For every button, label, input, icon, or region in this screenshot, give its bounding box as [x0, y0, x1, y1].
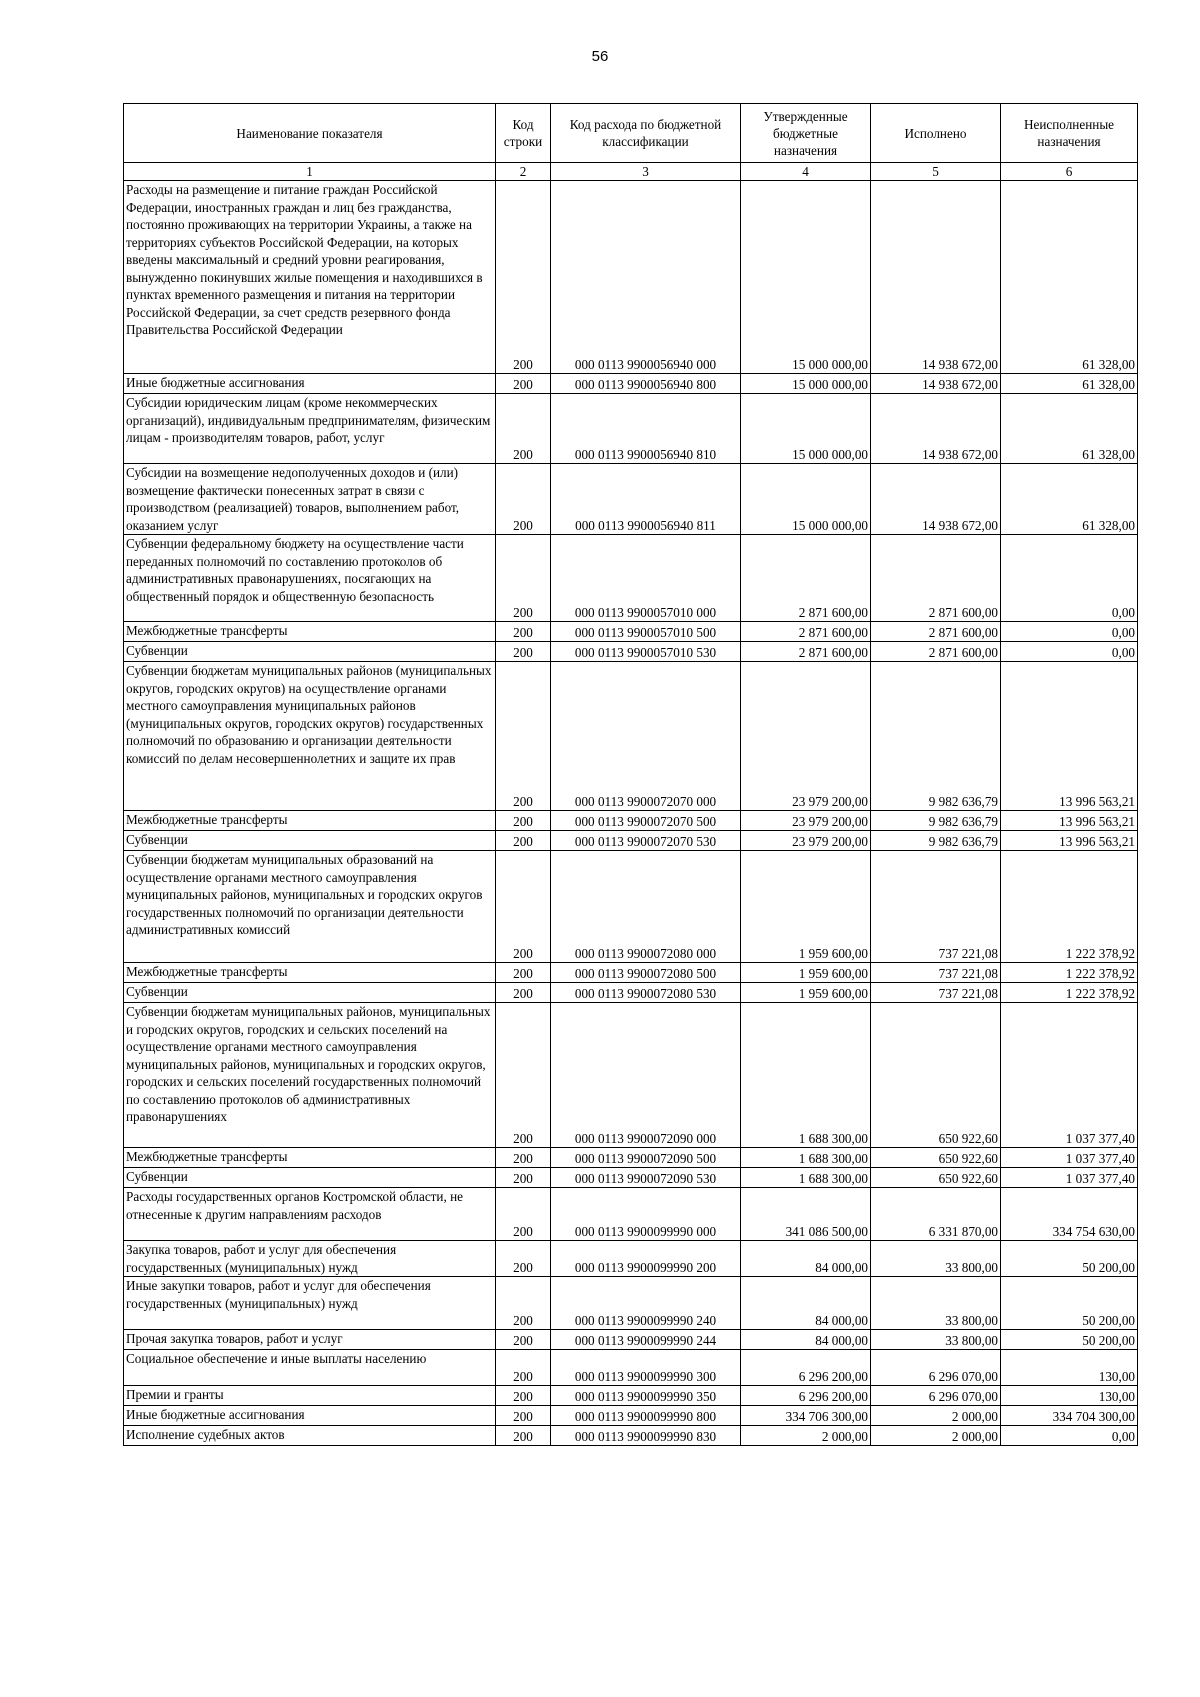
approved-amount-cell: 2 871 600,00 — [741, 535, 871, 622]
approved-amount-cell: 23 979 200,00 — [741, 831, 871, 851]
line-code-cell: 200 — [496, 622, 551, 642]
executed-amount-cell: 650 922,60 — [871, 1003, 1001, 1148]
unexecuted-amount-cell: 0,00 — [1001, 1426, 1138, 1446]
unexecuted-amount-cell: 61 328,00 — [1001, 181, 1138, 374]
approved-amount-cell: 341 086 500,00 — [741, 1188, 871, 1241]
indicator-name-cell: Субвенции — [124, 983, 496, 1003]
table-row — [124, 1277, 1138, 1330]
line-code-cell: 200 — [496, 464, 551, 535]
budget-execution-table — [123, 103, 1138, 1446]
indicator-name-cell: Межбюджетные трансферты — [124, 963, 496, 983]
approved-amount-cell: 15 000 000,00 — [741, 464, 871, 535]
indicator-name-cell: Субсидии юридическим лицам (кроме некоммерческих организаций), индивидуальным предпринимателям, физическим лицам - производителям товаров, работ, услуг — [124, 394, 496, 464]
approved-amount-cell: 2 871 600,00 — [741, 642, 871, 662]
line-code-cell: 200 — [496, 1277, 551, 1330]
budget-code-cell: 000 0113 9900099990 300 — [551, 1350, 741, 1386]
approved-amount-cell: 1 959 600,00 — [741, 963, 871, 983]
executed-amount-cell: 2 000,00 — [871, 1426, 1001, 1446]
unexecuted-amount-cell: 13 996 563,21 — [1001, 662, 1138, 811]
approved-amount-cell: 2 000,00 — [741, 1426, 871, 1446]
column-number: 3 — [551, 163, 741, 181]
budget-code-cell: 000 0113 9900099990 240 — [551, 1277, 741, 1330]
unexecuted-amount-cell: 1 037 377,40 — [1001, 1168, 1138, 1188]
budget-code-cell: 000 0113 9900057010 500 — [551, 622, 741, 642]
executed-amount-cell: 9 982 636,79 — [871, 662, 1001, 811]
budget-code-cell: 000 0113 9900099990 350 — [551, 1386, 741, 1406]
approved-amount-cell: 2 871 600,00 — [741, 622, 871, 642]
approved-amount-cell: 1 959 600,00 — [741, 851, 871, 963]
indicator-name-cell: Субвенции бюджетам муниципальных районов, муниципальных и городских округов, городских и сельских поселений на осуществление органами местного самоуправления муниципальных районов, муниципальных и городских округов, городских и сельских поселений государственных полномочий по составлению протоколов об административных правонарушениях — [124, 1003, 496, 1148]
table-row — [124, 622, 1138, 642]
unexecuted-amount-cell: 334 704 300,00 — [1001, 1406, 1138, 1426]
executed-amount-cell: 33 800,00 — [871, 1241, 1001, 1277]
executed-amount-cell: 9 982 636,79 — [871, 831, 1001, 851]
indicator-name-cell: Иные бюджетные ассигнования — [124, 374, 496, 394]
line-code-cell: 200 — [496, 181, 551, 374]
line-code-cell: 200 — [496, 535, 551, 622]
indicator-name-cell: Закупка товаров, работ и услуг для обеспечения государственных (муниципальных) нужд — [124, 1241, 496, 1277]
unexecuted-amount-cell: 0,00 — [1001, 642, 1138, 662]
indicator-name-cell: Прочая закупка товаров, работ и услуг — [124, 1330, 496, 1350]
table-row — [124, 1148, 1138, 1168]
line-code-cell: 200 — [496, 1426, 551, 1446]
approved-amount-cell: 1 688 300,00 — [741, 1168, 871, 1188]
budget-code-cell: 000 0113 9900099990 200 — [551, 1241, 741, 1277]
budget-code-cell: 000 0113 9900056940 810 — [551, 394, 741, 464]
unexecuted-amount-cell: 1 222 378,92 — [1001, 963, 1138, 983]
indicator-name-cell: Межбюджетные трансферты — [124, 1148, 496, 1168]
executed-amount-cell: 2 871 600,00 — [871, 642, 1001, 662]
executed-amount-cell: 9 982 636,79 — [871, 811, 1001, 831]
line-code-cell: 200 — [496, 394, 551, 464]
executed-amount-cell: 14 938 672,00 — [871, 181, 1001, 374]
indicator-name-cell: Субвенции бюджетам муниципальных образований на осуществление органами местного самоуправления муниципальных районов, муниципальных и городских округов государственных полномочий по организации деятельности административных комиссий — [124, 851, 496, 963]
budget-code-cell: 000 0113 9900072080 000 — [551, 851, 741, 963]
unexecuted-amount-cell: 0,00 — [1001, 622, 1138, 642]
indicator-name-cell: Иные закупки товаров, работ и услуг для обеспечения государственных (муниципальных) нужд — [124, 1277, 496, 1330]
budget-code-cell: 000 0113 9900099990 000 — [551, 1188, 741, 1241]
unexecuted-amount-cell: 61 328,00 — [1001, 464, 1138, 535]
table-row — [124, 394, 1138, 464]
budget-code-cell: 000 0113 9900099990 244 — [551, 1330, 741, 1350]
column-number: 1 — [124, 163, 496, 181]
unexecuted-amount-cell: 0,00 — [1001, 535, 1138, 622]
unexecuted-amount-cell: 61 328,00 — [1001, 394, 1138, 464]
table-row — [124, 535, 1138, 622]
indicator-name-cell: Субсидии на возмещение недополученных доходов и (или) возмещение фактически понесенных затрат в связи с производством (реализацией) товаров, выполнением работ, оказанием услуг — [124, 464, 496, 535]
budget-code-cell: 000 0113 9900099990 800 — [551, 1406, 741, 1426]
indicator-name-cell: Социальное обеспечение и иные выплаты населению — [124, 1350, 496, 1386]
approved-amount-cell: 15 000 000,00 — [741, 394, 871, 464]
table-row — [124, 1426, 1138, 1446]
table-row — [124, 1241, 1138, 1277]
header-executed: Исполнено — [871, 104, 1001, 163]
executed-amount-cell: 6 296 070,00 — [871, 1350, 1001, 1386]
line-code-cell: 200 — [496, 963, 551, 983]
unexecuted-amount-cell: 1 037 377,40 — [1001, 1148, 1138, 1168]
approved-amount-cell: 15 000 000,00 — [741, 181, 871, 374]
indicator-name-cell: Межбюджетные трансферты — [124, 811, 496, 831]
table-row — [124, 1003, 1138, 1148]
executed-amount-cell: 737 221,08 — [871, 983, 1001, 1003]
line-code-cell: 200 — [496, 1330, 551, 1350]
table-row — [124, 374, 1138, 394]
line-code-cell: 200 — [496, 983, 551, 1003]
indicator-name-cell: Субвенции — [124, 1168, 496, 1188]
line-code-cell: 200 — [496, 851, 551, 963]
table-row — [124, 811, 1138, 831]
header-unexecuted-appropriations: Неисполненные назначения — [1001, 104, 1138, 163]
indicator-name-cell: Субвенции федеральному бюджету на осуществление части переданных полномочий по составлению протоколов об административных правонарушениях, посягающих на общественный порядок и общественную безопасность — [124, 535, 496, 622]
budget-code-cell: 000 0113 9900056940 811 — [551, 464, 741, 535]
table-row — [124, 1330, 1138, 1350]
line-code-cell: 200 — [496, 374, 551, 394]
line-code-cell: 200 — [496, 1241, 551, 1277]
budget-code-cell: 000 0113 9900099990 830 — [551, 1426, 741, 1446]
column-number: 6 — [1001, 163, 1138, 181]
column-number: 4 — [741, 163, 871, 181]
executed-amount-cell: 6 296 070,00 — [871, 1386, 1001, 1406]
table-row — [124, 831, 1138, 851]
approved-amount-cell: 84 000,00 — [741, 1330, 871, 1350]
header-row — [124, 104, 1138, 163]
indicator-name-cell: Субвенции — [124, 831, 496, 851]
indicator-name-cell: Расходы государственных органов Костромской области, не отнесенные к другим направлениям расходов — [124, 1188, 496, 1241]
column-number: 2 — [496, 163, 551, 181]
unexecuted-amount-cell: 13 996 563,21 — [1001, 811, 1138, 831]
executed-amount-cell: 650 922,60 — [871, 1148, 1001, 1168]
table-row — [124, 1188, 1138, 1241]
header-budget-classification-code: Код расхода по бюджетной классификации — [551, 104, 741, 163]
unexecuted-amount-cell: 1 037 377,40 — [1001, 1003, 1138, 1148]
indicator-name-cell: Субвенции бюджетам муниципальных районов (муниципальных округов, городских округов) на осуществление органами местного самоуправления муниципальных районов (муниципальных округов, городских округов) государственных полномочий по образованию и организации деятельности комиссий по делам несовершеннолетних и защите их прав — [124, 662, 496, 811]
indicator-name-cell: Межбюджетные трансферты — [124, 622, 496, 642]
executed-amount-cell: 33 800,00 — [871, 1330, 1001, 1350]
indicator-name-cell: Иные бюджетные ассигнования — [124, 1406, 496, 1426]
line-code-cell: 200 — [496, 1003, 551, 1148]
page-number: 56 — [591, 48, 609, 65]
executed-amount-cell: 14 938 672,00 — [871, 374, 1001, 394]
table-row — [124, 1168, 1138, 1188]
approved-amount-cell: 6 296 200,00 — [741, 1350, 871, 1386]
budget-code-cell: 000 0113 9900057010 000 — [551, 535, 741, 622]
table-row — [124, 662, 1138, 811]
table-row — [124, 983, 1138, 1003]
line-code-cell: 200 — [496, 831, 551, 851]
budget-code-cell: 000 0113 9900072080 530 — [551, 983, 741, 1003]
unexecuted-amount-cell: 1 222 378,92 — [1001, 983, 1138, 1003]
line-code-cell: 200 — [496, 811, 551, 831]
line-code-cell: 200 — [496, 1350, 551, 1386]
unexecuted-amount-cell: 50 200,00 — [1001, 1241, 1138, 1277]
unexecuted-amount-cell: 50 200,00 — [1001, 1277, 1138, 1330]
table-row — [124, 181, 1138, 374]
table-row — [124, 642, 1138, 662]
table-body — [124, 181, 1138, 1446]
column-number-row — [124, 163, 1138, 181]
line-code-cell: 200 — [496, 1148, 551, 1168]
executed-amount-cell: 2 000,00 — [871, 1406, 1001, 1426]
executed-amount-cell: 2 871 600,00 — [871, 622, 1001, 642]
indicator-name-cell: Премии и гранты — [124, 1386, 496, 1406]
executed-amount-cell: 737 221,08 — [871, 963, 1001, 983]
unexecuted-amount-cell: 13 996 563,21 — [1001, 831, 1138, 851]
unexecuted-amount-cell: 50 200,00 — [1001, 1330, 1138, 1350]
budget-code-cell: 000 0113 9900072090 530 — [551, 1168, 741, 1188]
approved-amount-cell: 334 706 300,00 — [741, 1406, 871, 1426]
unexecuted-amount-cell: 130,00 — [1001, 1386, 1138, 1406]
budget-code-cell: 000 0113 9900072070 000 — [551, 662, 741, 811]
budget-code-cell: 000 0113 9900056940 800 — [551, 374, 741, 394]
executed-amount-cell: 650 922,60 — [871, 1168, 1001, 1188]
budget-code-cell: 000 0113 9900056940 000 — [551, 181, 741, 374]
approved-amount-cell: 1 688 300,00 — [741, 1003, 871, 1148]
line-code-cell: 200 — [496, 1168, 551, 1188]
header-indicator-name: Наименование показателя — [124, 104, 496, 163]
approved-amount-cell: 15 000 000,00 — [741, 374, 871, 394]
header-line-code: Код строки — [496, 104, 551, 163]
table-row — [124, 851, 1138, 963]
budget-code-cell: 000 0113 9900072090 500 — [551, 1148, 741, 1168]
line-code-cell: 200 — [496, 1386, 551, 1406]
unexecuted-amount-cell: 61 328,00 — [1001, 374, 1138, 394]
budget-code-cell: 000 0113 9900072080 500 — [551, 963, 741, 983]
unexecuted-amount-cell: 334 754 630,00 — [1001, 1188, 1138, 1241]
table-row — [124, 1386, 1138, 1406]
executed-amount-cell: 2 871 600,00 — [871, 535, 1001, 622]
table-row — [124, 1406, 1138, 1426]
indicator-name-cell: Субвенции — [124, 642, 496, 662]
executed-amount-cell: 737 221,08 — [871, 851, 1001, 963]
indicator-name-cell: Исполнение судебных актов — [124, 1426, 496, 1446]
unexecuted-amount-cell: 1 222 378,92 — [1001, 851, 1138, 963]
budget-code-cell: 000 0113 9900072090 000 — [551, 1003, 741, 1148]
approved-amount-cell: 6 296 200,00 — [741, 1386, 871, 1406]
executed-amount-cell: 33 800,00 — [871, 1277, 1001, 1330]
unexecuted-amount-cell: 130,00 — [1001, 1350, 1138, 1386]
header-approved-appropriations: Утвержденные бюджетные назначения — [741, 104, 871, 163]
budget-code-cell: 000 0113 9900072070 530 — [551, 831, 741, 851]
table-row — [124, 1350, 1138, 1386]
executed-amount-cell: 14 938 672,00 — [871, 464, 1001, 535]
line-code-cell: 200 — [496, 642, 551, 662]
approved-amount-cell: 23 979 200,00 — [741, 811, 871, 831]
approved-amount-cell: 1 959 600,00 — [741, 983, 871, 1003]
approved-amount-cell: 23 979 200,00 — [741, 662, 871, 811]
line-code-cell: 200 — [496, 1406, 551, 1426]
approved-amount-cell: 84 000,00 — [741, 1277, 871, 1330]
table-row — [124, 963, 1138, 983]
column-number: 5 — [871, 163, 1001, 181]
executed-amount-cell: 6 331 870,00 — [871, 1188, 1001, 1241]
line-code-cell: 200 — [496, 1188, 551, 1241]
line-code-cell: 200 — [496, 662, 551, 811]
approved-amount-cell: 1 688 300,00 — [741, 1148, 871, 1168]
budget-code-cell: 000 0113 9900057010 530 — [551, 642, 741, 662]
indicator-name-cell: Расходы на размещение и питание граждан Российской Федерации, иностранных граждан и лиц без гражданства, постоянно проживающих на территории Украины, а также на территориях субъектов Российской Федерации, на которых введены максимальный и средний уровни реагирования, вынужденно покинувших жилые помещения и находившихся в пунктах временного размещения и питания на территории Российской Федерации, за счет средств резервного фонда Правительства Российской Федерации — [124, 181, 496, 374]
approved-amount-cell: 84 000,00 — [741, 1241, 871, 1277]
table-row — [124, 464, 1138, 535]
budget-code-cell: 000 0113 9900072070 500 — [551, 811, 741, 831]
executed-amount-cell: 14 938 672,00 — [871, 394, 1001, 464]
